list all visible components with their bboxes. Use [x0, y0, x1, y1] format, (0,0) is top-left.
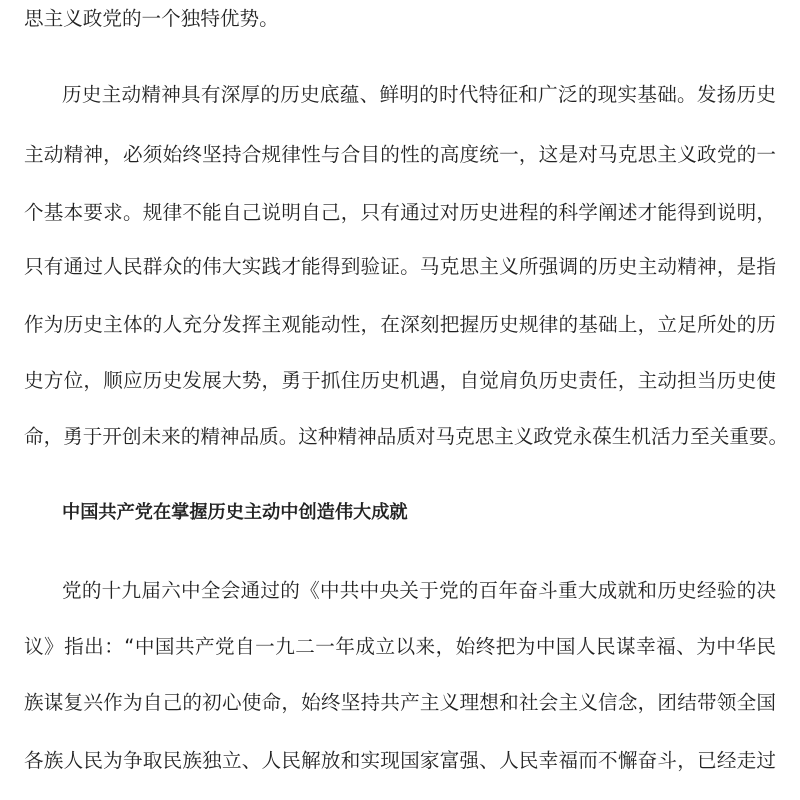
- paragraph-line: 思主义政党的一个独特优势。: [24, 7, 279, 30]
- paragraph-line: 史方位，顺应历史发展大势，勇于抓住历史机遇，自觉肩负历史责任，主动担当历史使: [24, 369, 776, 392]
- paragraph-line: 命，勇于开创未来的精神品质。这种精神品质对马克思主义政党永葆生机活力至关重要。: [24, 425, 789, 448]
- paragraph-line: 各族人民为争取民族独立、人民解放和实现国家富强、人民幸福而不懈奋斗，已经走过: [24, 749, 776, 772]
- paragraph-line: 个基本要求。规律不能自己说明自己，只有通过对历史进程的科学阐述才能得到说明，: [24, 201, 776, 224]
- paragraph-line: 议》指出：“中国共产党自一九二一年成立以来，始终把为中国人民谋幸福、为中华民: [24, 635, 776, 658]
- paragraph-line: 主动精神，必须始终坚持合规律性与合目的性的高度统一，这是对马克思主义政党的一: [24, 143, 776, 166]
- paragraph-line: 只有通过人民群众的伟大实践才能得到验证。马克思主义所强调的历史主动精神，是指: [24, 255, 776, 278]
- paragraph-line: 历史主动精神具有深厚的历史底蕴、鲜明的时代特征和广泛的现实基础。发扬历史: [62, 83, 776, 106]
- paragraph-line: 党的十九届六中全会通过的《中共中央关于党的百年奋斗重大成就和历史经验的决: [62, 579, 776, 602]
- paragraph-line: 作为历史主体的人充分发挥主观能动性，在深刻把握历史规律的基础上，立足所处的历: [24, 313, 776, 336]
- paragraph-line: 族谋复兴作为自己的初心使命，始终坚持共产主义理想和社会主义信念，团结带领全国: [24, 691, 776, 714]
- section-heading: 中国共产党在掌握历史主动中创造伟大成就: [62, 502, 408, 523]
